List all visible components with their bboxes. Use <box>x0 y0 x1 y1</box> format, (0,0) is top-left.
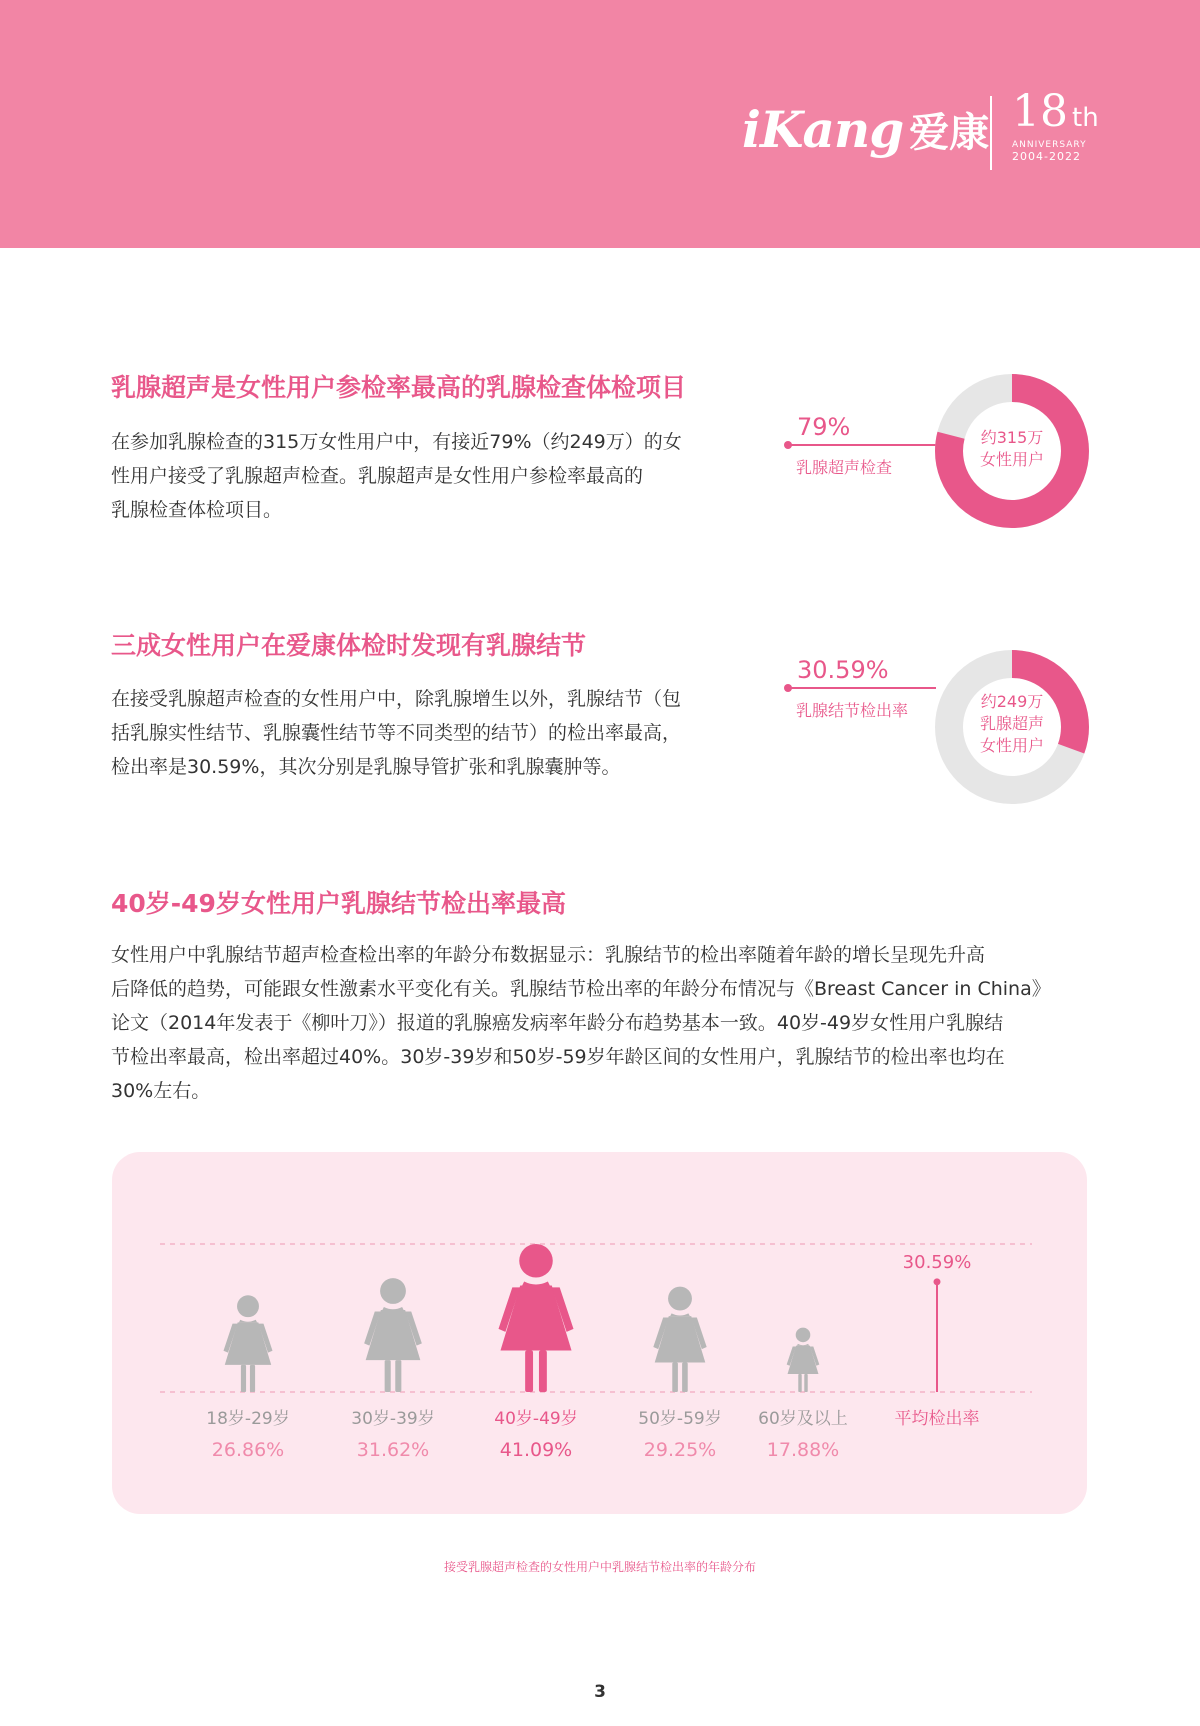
anniversary-years: 2004-2022 <box>1012 150 1081 163</box>
figure-right-leg <box>539 1351 547 1392</box>
figure-collar <box>522 1281 550 1285</box>
figure-head <box>237 1295 259 1317</box>
section1-body <box>111 425 682 527</box>
section3-title: 40岁-49岁女性用户乳腺结节检出率最高 <box>111 889 566 918</box>
donut-text-line: 约315万 <box>980 428 1044 447</box>
value-label: 29.25% <box>643 1439 717 1461</box>
figure-right-leg <box>395 1360 401 1392</box>
figure-left-leg <box>798 1374 801 1392</box>
donut-text-line: 约249万 <box>980 692 1044 711</box>
section3-line: 后降低的趋势，可能跟女性激素水平变化有关。乳腺结节检出率的年龄分布情况与《Breast Cancer in China》 <box>111 978 1051 1000</box>
section2-donut <box>934 649 1090 805</box>
figure-head <box>796 1328 811 1343</box>
donut-text-line: 女性用户 <box>979 450 1044 469</box>
figure-left-leg <box>525 1351 533 1392</box>
section2-line: 检出率是30.59%，其次分别是乳腺导管扩张和乳腺囊肿等。 <box>111 756 621 778</box>
logo-latin: iKang <box>742 100 904 159</box>
section3-line: 节检出率最高，检出率超过40%。30岁-39岁和50岁-59岁年龄区间的女性用户，乳腺结节的检出率也均在 <box>111 1046 1005 1068</box>
section2-stat-line <box>788 687 936 689</box>
chart-canvas <box>112 1152 1087 1514</box>
value-label: 17.88% <box>766 1439 840 1461</box>
section2-stat-label: 乳腺结节检出率 <box>796 701 909 720</box>
section1-stat-line <box>788 444 936 446</box>
chart-caption: 接受乳腺超声检查的女性用户中乳腺结节检出率的年龄分布 <box>443 1560 756 1574</box>
category-label: 40岁-49岁 <box>494 1409 578 1429</box>
section3-line: 论文（2014年发表于《柳叶刀》）报道的乳腺癌发病率年龄分布趋势基本一致。40岁-49岁女性用户乳腺结 <box>111 1012 1004 1034</box>
section1-donut <box>934 373 1090 529</box>
category-label: 30岁-39岁 <box>351 1409 435 1429</box>
donut-text-line: 乳腺超声 <box>979 714 1044 733</box>
header-banner <box>0 0 1200 248</box>
figure-collar <box>797 1344 809 1346</box>
figure-head <box>519 1244 553 1278</box>
section1-line: 乳腺检查体检项目。 <box>111 499 283 521</box>
figure-right-leg <box>682 1363 688 1392</box>
figure-collar <box>382 1307 403 1310</box>
section3-body <box>111 938 1051 1108</box>
section1-stat-value: 79% <box>797 413 851 441</box>
category-label: 50岁-59岁 <box>638 1409 722 1429</box>
figure-collar <box>670 1313 690 1316</box>
value-label: 41.09% <box>499 1439 573 1461</box>
section2-line: 括乳腺实性结节、乳腺囊性结节等不同类型的结节）的检出率最高， <box>111 722 682 744</box>
category-label: 18岁-29岁 <box>206 1409 290 1429</box>
average-label: 平均检出率 <box>894 1409 980 1429</box>
section2-stat-value: 30.59% <box>797 656 889 684</box>
figure-right-leg <box>804 1374 807 1392</box>
section1-donut-text <box>934 427 1090 471</box>
section1-line: 在参加乳腺检查的315万女性用户中，有接近79%（约249万）的女 <box>111 431 682 453</box>
figure-right-leg <box>250 1365 255 1392</box>
value-label: 31.62% <box>356 1439 430 1461</box>
section3-line: 女性用户中乳腺结节超声检查检出率的年龄分布数据显示：乳腺结节的检出率随着年龄的增长呈现先升高 <box>111 944 986 966</box>
figure-left-leg <box>672 1363 678 1392</box>
section1-title: 乳腺超声是女性用户参检率最高的乳腺检查体检项目 <box>111 373 687 402</box>
section2-donut-text <box>934 691 1090 757</box>
average-dot <box>934 1278 941 1285</box>
logo-cn: 爱康 <box>909 110 990 156</box>
anniversary-badge <box>1012 86 1112 163</box>
section1-stat-label: 乳腺超声检查 <box>796 458 893 477</box>
anniversary-number: 18 <box>1012 86 1068 137</box>
age-distribution-chart <box>112 1152 1087 1514</box>
value-label: 26.86% <box>211 1439 285 1461</box>
section2-line: 在接受乳腺超声检查的女性用户中，除乳腺增生以外，乳腺结节（包 <box>111 688 682 710</box>
figure-left-leg <box>241 1365 246 1392</box>
anniversary-label: ANNIVERSARY <box>1012 140 1087 150</box>
page-number: 3 <box>594 1682 606 1702</box>
logo-divider <box>990 96 992 170</box>
figure-collar <box>239 1320 257 1323</box>
section2-body <box>111 682 681 784</box>
figure-head <box>668 1287 692 1311</box>
category-label: 60岁及以上 <box>758 1409 848 1429</box>
anniversary-suffix: th <box>1072 103 1099 133</box>
section1-line: 性用户接受了乳腺超声检查。乳腺超声是女性用户参检率最高的 <box>111 465 644 487</box>
donut-text-line: 女性用户 <box>979 736 1044 755</box>
figure-head <box>380 1278 406 1304</box>
section2-title: 三成女性用户在爱康体检时发现有乳腺结节 <box>111 631 587 660</box>
figure-left-leg <box>385 1360 391 1392</box>
ikang-logo <box>742 100 989 159</box>
average-value-label: 30.59% <box>902 1251 972 1273</box>
section3-line: 30%左右。 <box>111 1080 211 1102</box>
